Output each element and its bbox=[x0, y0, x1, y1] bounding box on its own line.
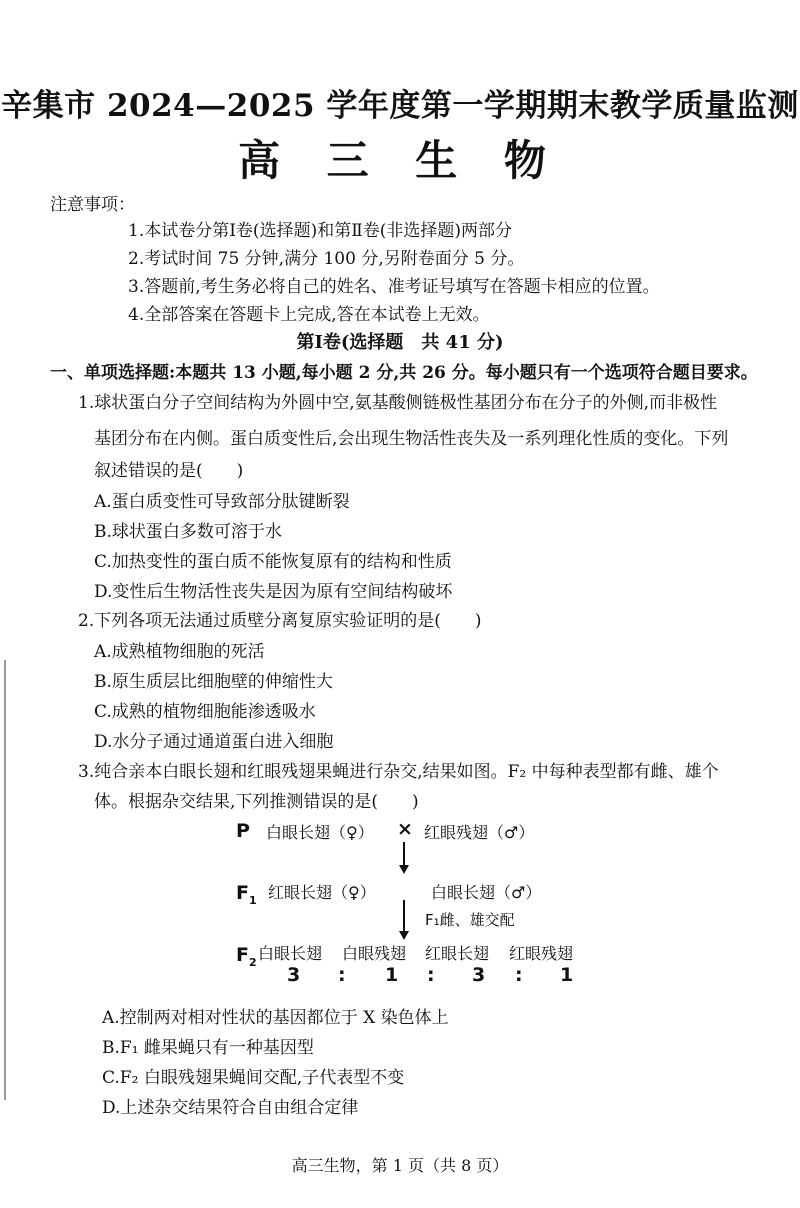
notice-item: 2.考试时间 75 分钟,满分 100 分,另附卷面分 5 分。 bbox=[128, 249, 525, 269]
p-male-phenotype: 红眼残翅（♂） bbox=[424, 823, 535, 842]
ratio-value: 1 bbox=[385, 964, 399, 986]
arrow-down-2 bbox=[403, 900, 405, 932]
section-instruction: 一、单项选择题:本题共 13 小题,每小题 2 分,共 26 分。每小题只有一个选项符合题目要求。 bbox=[50, 363, 758, 383]
ratio-separator: : bbox=[427, 964, 435, 986]
notice-item: 3.答题前,考生务必将自己的姓名、准考证号填写在答题卡相应的位置。 bbox=[128, 277, 660, 297]
ratio-value: 3 bbox=[472, 964, 486, 986]
binding-margin-line bbox=[4, 660, 6, 1100]
ratio-separator: : bbox=[338, 964, 346, 986]
f2-phenotype: 红眼残翅 bbox=[509, 944, 574, 963]
f1-mating-note: F₁雌、雄交配 bbox=[425, 911, 515, 929]
page-footer: 高三生物，第 1 页（共 8 页） bbox=[291, 1156, 509, 1175]
f2-letter: F bbox=[236, 944, 249, 966]
notice-item: 4.全部答案在答题卡上完成,答在本试卷上无效。 bbox=[128, 305, 490, 325]
option: B.球状蛋白多数可溶于水 bbox=[94, 522, 282, 542]
option: A.蛋白质变性可导致部分肽键断裂 bbox=[94, 492, 350, 512]
question-stem: 基团分布在内侧。蛋白质变性后,会出现生物活性丧失及一系列理化性质的变化。下列 bbox=[94, 429, 729, 449]
option: B.原生质层比细胞壁的伸缩性大 bbox=[94, 672, 333, 692]
f1-letter: F bbox=[236, 882, 249, 904]
option: D.水分子通过通道蛋白进入细胞 bbox=[94, 732, 334, 752]
p-female-phenotype: 白眼长翅（♀） bbox=[266, 823, 374, 842]
option: D.上述杂交结果符合自由组合定律 bbox=[102, 1098, 359, 1118]
f1-subscript: 1 bbox=[248, 893, 257, 907]
notice-label: 注意事项： bbox=[50, 195, 135, 215]
question-stem: 1.球状蛋白分子空间结构为外圆中空,氨基酸侧链极性基团分布在分子的外侧,而非极性 bbox=[78, 393, 718, 413]
f2-phenotype: 白眼长翅 bbox=[258, 944, 323, 963]
question-stem: 2.下列各项无法通过质壁分离复原实验证明的是( ) bbox=[78, 611, 482, 631]
f2-subscript: 2 bbox=[248, 955, 257, 969]
arrow-head-1 bbox=[399, 865, 409, 874]
ratio-value: 1 bbox=[560, 964, 574, 986]
subject-title: 高 三 生 物 bbox=[238, 136, 562, 185]
notice-item: 1.本试卷分第Ⅰ卷(选择题)和第Ⅱ卷(非选择题)两部分 bbox=[128, 221, 513, 241]
option: A.控制两对相对性状的基因都位于 X 染色体上 bbox=[102, 1008, 449, 1028]
option: B.F₁ 雌果蝇只有一种基因型 bbox=[102, 1038, 314, 1058]
f2-phenotype: 红眼长翅 bbox=[425, 944, 490, 963]
ratio-value: 3 bbox=[287, 964, 301, 986]
question-stem: 3.纯合亲本白眼长翅和红眼残翅果蝇进行杂交,结果如图。F₂ 中每种表型都有雌、雄个 bbox=[78, 762, 719, 782]
arrow-head-2 bbox=[399, 931, 409, 940]
option: A.成熟植物细胞的死活 bbox=[94, 642, 265, 662]
section-heading: 第Ⅰ卷(选择题 共 41 分) bbox=[296, 332, 504, 353]
cross-symbol: × bbox=[397, 818, 413, 840]
question-stem: 叙述错误的是( ) bbox=[94, 461, 244, 481]
option: D.变性后生物活性丧失是因为原有空间结构破坏 bbox=[94, 582, 453, 602]
f1-female-phenotype: 红眼长翅（♀） bbox=[268, 883, 376, 902]
f1-generation-label bbox=[236, 882, 257, 907]
option: C.成熟的植物细胞能渗透吸水 bbox=[94, 702, 316, 722]
f2-phenotype: 白眼残翅 bbox=[342, 944, 407, 963]
question-stem: 体。根据杂交结果,下列推测错误的是( ) bbox=[94, 792, 419, 812]
p-generation-label: P bbox=[236, 820, 250, 842]
arrow-down-1 bbox=[403, 842, 405, 866]
f1-male-phenotype: 白眼长翅（♂） bbox=[431, 883, 542, 902]
ratio-separator: : bbox=[515, 964, 523, 986]
exam-title: 辛集市 2024—2025 学年度第一学期期末教学质量监测 bbox=[1, 88, 799, 124]
f2-generation-label bbox=[236, 944, 257, 969]
option: C.F₂ 白眼残翅果蝇间交配,子代表型不变 bbox=[102, 1068, 405, 1088]
option: C.加热变性的蛋白质不能恢复原有的结构和性质 bbox=[94, 552, 452, 572]
